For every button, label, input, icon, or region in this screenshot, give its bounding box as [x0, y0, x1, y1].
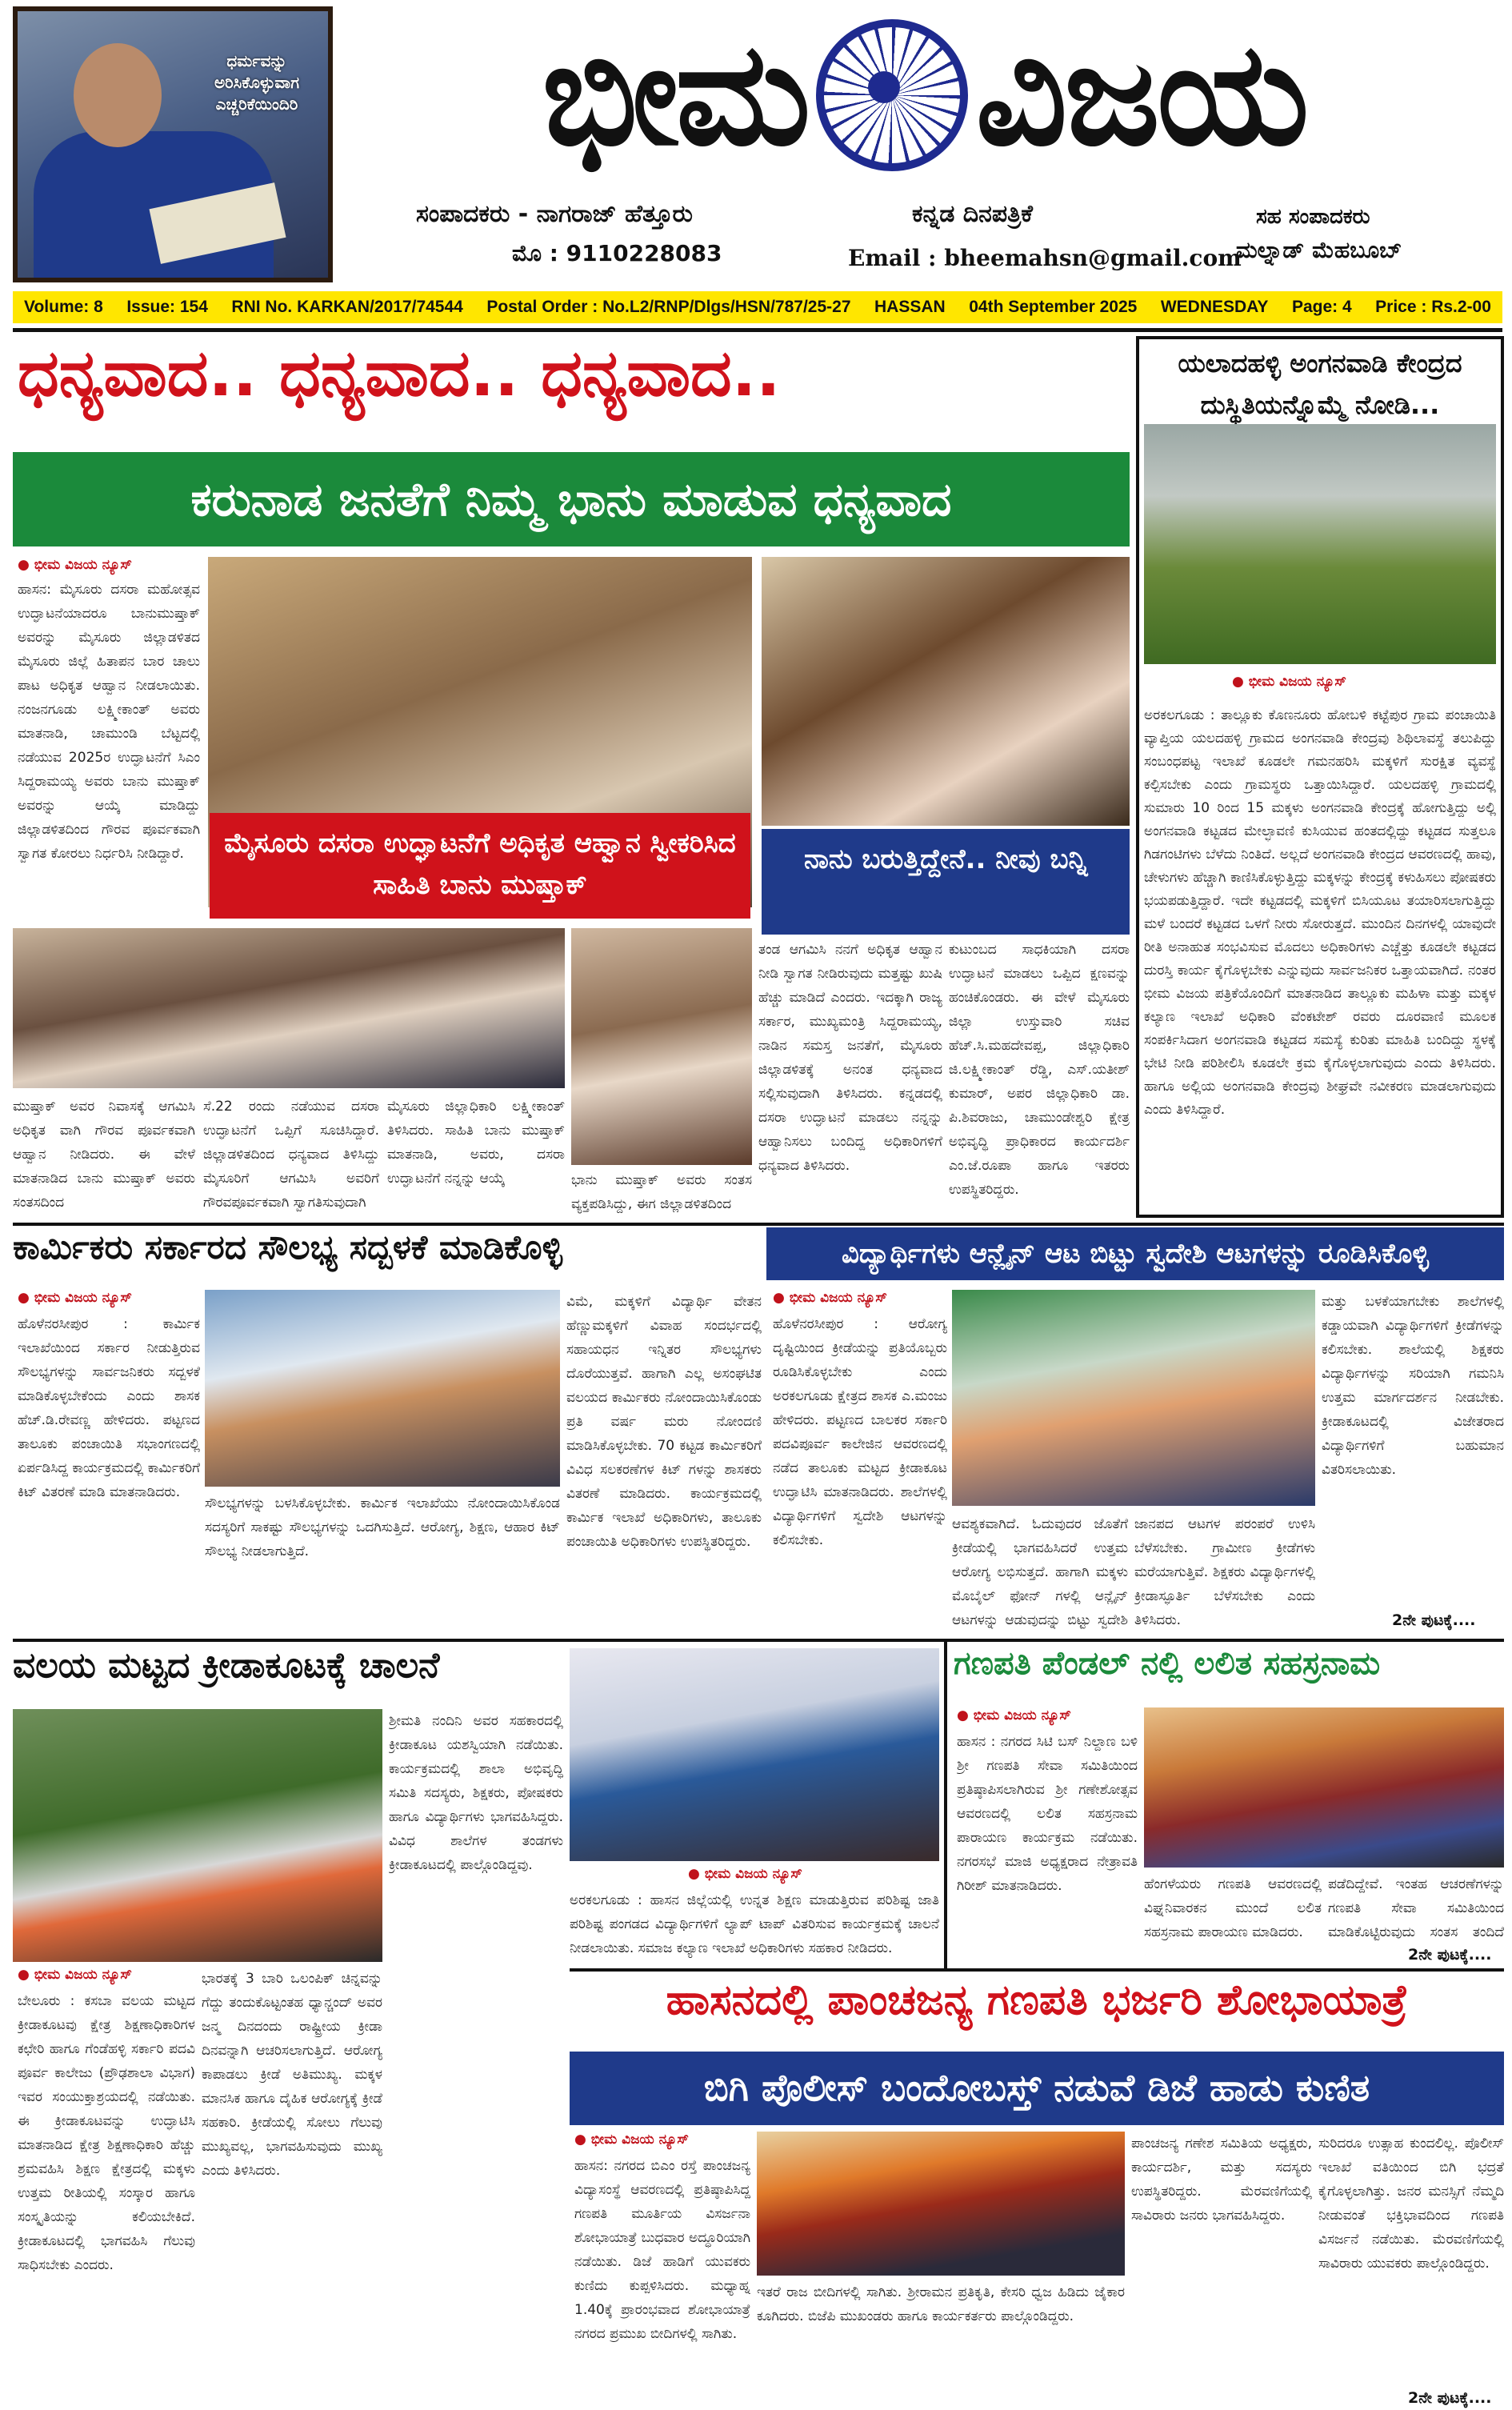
story1-byline: ● ಭೀಮ ವಿಜಯ ನ್ಯೂಸ್ [18, 557, 132, 573]
weekday: WEDNESDAY [1160, 298, 1269, 316]
anganwadi-body: ಅರಕಲಗೂಡು : ತಾಲ್ಲೂಕು ಕೊಣನೂರು ಹೋಬಳಿ ಕಟ್ಟೆಪುರ ಗ್ರಾಮ ಪಂಚಾಯಿತಿ ವ್ಯಾಪ್ತಿಯ ಯಲದಹಳ್ಳಿ ಗ್ರಾಮದ ಅಂಗನವಾಡಿ ಕೇಂದ್ರವು ಶಿಥಿಲಾವಸ್ಥೆ ತಲುಪಿದ್ದು ಸಂಬಂಧಪಟ್ಟ ಇಲಾಖೆ ಕೂಡಲೇ ಗಮನಹರಿಸಿ ಮಕ್ಕಳಿಗೆ ಸುರಕ್ಷಿತ ವ್ಯವಸ್ಥೆ ಕಲ್ಪಿಸಬೇಕು ಎಂದು ಗ್ರಾಮಸ್ಥರು ಒತ್ತಾಯಿಸಿದ್ದಾರೆ. ಯಲದಹಳ್ಳಿ ಗ್ರಾಮದಲ್ಲಿ ಸುಮಾರು 10 ರಿಂದ 15 ಮಕ್ಕಳು ಅಂಗನವಾಡಿ ಕೇಂದ್ರಕ್ಕೆ ಹೋಗುತ್ತಿದ್ದು ಅಲ್ಲಿ ಅಂಗನವಾಡಿ ಕಟ್ಟಡದ ಮೇಲ್ಛಾವಣಿ ಕುಸಿಯುವ ಹಂತದಲ್ಲಿದ್ದು ಕಟ್ಟಡದ ಸುತ್ತಲೂ ಗಿಡಗಂಟಿಗಳು ಬೆಳೆದು ನಿಂತಿದೆ. ಅಲ್ಲದೆ ಅಂಗನವಾಡಿ ಕೇಂದ್ರದ ಆವರಣದಲ್ಲಿ ಹಾವು, ಚೇಳುಗಳು ಹೆಚ್ಚಾಗಿ ಕಾಣಿಸಿಕೊಳ್ಳುತ್ತಿದ್ದು ಮಕ್ಕಳನ್ನು ಕೇಂದ್ರಕ್ಕೆ ಕಳುಹಿಸಲು ಪೋಷಕರು ಭಯಪಡುತ್ತಿದ್ದಾರೆ. ಇದೇ ಕಟ್ಟಡದಲ್ಲಿ ಮಕ್ಕಳಿಗೆ ಬಿಸಿಯೂಟ ತಯಾರಿಸಲಾಗುತ್ತಿದ್ದು ಮಳೆ ಬಂದರೆ ಕಟ್ಟಡದ ಒಳಗೆ ನೀರು ಸೋರುತ್ತದೆ. ಮುಂದಿನ ದಿನಗಳಲ್ಲಿ ಯಾವುದೇ ರೀತಿ ಅನಾಹುತ ಸಂಭವಿಸುವ ಮೊದಲು ಅಧಿಕಾರಿಗಳು ಎಚ್ಚೆತ್ತು ಕೂಡಲೇ ಕಟ್ಟಡದ ದುರಸ್ತಿ ಕಾರ್ಯ ಕೈಗೊಳ್ಳಬೇಕು ಎನ್ನುವುದು ಸಾರ್ವಜನಿಕರ ಒತ್ತಾಯವಾಗಿದೆ. ನಂತರ ಭೀಮ ವಿಜಯ ಪತ್ರಿಕೆಯೊಂದಿಗೆ ಮಾತನಾಡಿದ ತಾಲ್ಲೂಕು ಮಹಿಳಾ ಮತ್ತು ಮಕ್ಕಳ ಕಲ್ಯಾಣ ಇಲಾಖೆ ಅಧಿಕಾರಿ ವೆಂಕಟೇಶ್ ರವರು ದೂರವಾಣಿ ಮೂಲಕ ಸಂಪರ್ಕಿಸಿದಾಗ ಅಂಗನವಾಡಿ ಕಟ್ಟಡದ ಸಮಸ್ಯೆ ಕುರಿತು ಮಾಹಿತಿ ಬಂದಿದ್ದು ಸ್ಥಳಕ್ಕೆ ಭೇಟಿ ನೀಡಿ ಪರಿಶೀಲಿಸಿ ಕೂಡಲೇ ಕ್ರಮ ಕೈಗೊಳ್ಳಲಾಗುವುದು ಎಂದು ತಿಳಿಸಿದರು. ಹಾಗೂ ಅಲ್ಲಿಯ ಅಂಗನವಾಡಿ ಕೇಂದ್ರವು ಶೀಘ್ರವೇ ನವೀಕರಣ ಮಾಡಲಾಗುವುದು ಎಂದು ತಿಳಿಸಿದ್ದಾರೆ. [1144, 707, 1496, 1118]
ganapati-column-2: ಹೆಂಗಳೆಯರು ಗಣಪತಿ ಆವರಣದಲ್ಲಿ ವಿಘ್ನನಿವಾರಕನ ಮುಂದೆ ಲಲಿತ ಸಹಸ್ರನಾಮ ಪಾರಾಯಣ ಮಾಡಿದರು. [1144, 1876, 1322, 1940]
procession-column-2: ಇತರೆ ರಾಜ ಬೀದಿಗಳಲ್ಲಿ ಸಾಗಿತು. ಶ್ರೀರಾಮನ ಪ್ರತಿಕೃತಿ, ಕೇಸರಿ ಧ್ವಜ ಹಿಡಿದು ಜೈಕಾರ ಕೂಗಿದರು. ಬಿಜೆಪಿ ಮುಖಂಡರು ಹಾಗೂ ಕಾರ್ಯಕರ್ತರು ಪಾಲ್ಗೊಂಡಿದ್ದರು. [757, 2284, 1125, 2324]
title-left: ಭೀಮ [542, 11, 808, 177]
ganapati-column-1: ಹಾಸನ : ನಗರದ ಸಿಟಿ ಬಸ್ ನಿಲ್ದಾಣ ಬಳಿ ಶ್ರೀ ಗಣಪತಿ ಸೇವಾ ಸಮಿತಿಯಿಂದ ಪ್ರತಿಷ್ಠಾಪಿಸಲಾಗಿರುವ ಶ್ರೀ ಗಣೇಶೋತ್ಸವ ಆವರಣದಲ್ಲಿ ಲಲಿತ ಸಹಸ್ರನಾಮ ಪಾರಾಯಣ ಕಾರ್ಯಕ್ರಮ ನಡೆಯಿತು. ನಗರಸಭೆ ಮಾಜಿ ಅಧ್ಯಕ್ಷರಾದ ನೇತ್ರಾವತಿ ಗಿರೀಶ್ ಮಾತನಾಡಿದರು. [957, 1734, 1138, 1894]
workers-byline: ● ಭೀಮ ವಿಜಯ ನ್ಯೂಸ್ [18, 1290, 132, 1306]
procession-headline: ಹಾಸನದಲ್ಲಿ ಪಾಂಚಜನ್ಯ ಗಣಪತಿ ಭರ್ಜರಿ ಶೋಭಾಯಾತ್ರೆ [666, 1976, 1408, 2024]
procession-column-1: ಹಾಸನ: ನಗರದ ಬಿಎಂ ರಸ್ತೆ ಪಾಂಚಜನ್ಯ ವಿದ್ಯಾಸಂಸ್ಥೆ ಆವರಣದಲ್ಲಿ ಪ್ರತಿಷ್ಠಾಪಿಸಿದ್ದ ಗಣಪತಿ ಮೂರ್ತಿಯ ವಿಸರ್ಜನಾ ಶೋಭಾಯಾತ್ರೆ ಬುಧವಾರ ಅದ್ಧೂರಿಯಾಗಿ ನಡೆಯಿತು. ಡಿಜೆ ಹಾಡಿಗೆ ಯುವಕರು ಕುಣಿದು ಕುಪ್ಪಳಿಸಿದರು. ಮಧ್ಯಾಹ್ನ 1.40ಕ್ಕೆ ಪ್ರಾರಂಭವಾದ ಶೋಭಾಯಾತ್ರೆ ನಗರದ ಪ್ರಮುಖ ಬೀದಿಗಳಲ್ಲಿ ಸಾಗಿತು. [574, 2158, 750, 2342]
newspaper-title [344, 3, 1504, 187]
ganapati-headline: ಗಣಪತಿ ಪೆಂಡಲ್ ನಲ್ಲಿ ಲಲಿತ ಸಹಸ್ರನಾಮ [954, 1645, 1381, 1682]
zonal-headline: ವಲಯ ಮಟ್ಟದ ಕ್ರೀಡಾಕೂಟಕ್ಕೆ ಚಾಲನೆ [13, 1645, 440, 1686]
story1-headline: ಧನ್ಯವಾದ.. ಧನ್ಯವಾದ.. ಧನ್ಯವಾದ.. [18, 336, 781, 410]
students-continued: 2ನೇ ಪುಟಕ್ಕೆ.... [1392, 1611, 1476, 1629]
story1-column-5: ಭಾನು ಮುಷ್ತಾಕ್ ಅವರು ಸಂತಸ ವ್ಯಕ್ತಪಡಿಸಿದ್ದು, ಈಗ ಜಿಲ್ಲಾಡಳಿತದಿಂದ [571, 1172, 752, 1212]
story1-photo-seated [571, 928, 752, 1165]
anganwadi-headline-1: ಯಲಾದಹಳ್ಳಿ ಅಂಗನವಾಡಿ ಕೇಂದ್ರದ [1178, 348, 1462, 378]
story1-column-7: ಕುಟುಂಬದ ಸಾಧಕಿಯಾಗಿ ದಸರಾ ಉದ್ಘಾಟನೆ ಮಾಡಲು ಒಪ್ಪಿದ ಕ್ಷಣವನ್ನು ಹಂಚಿಕೊಂಡರು. ಈ ವೇಳೆ ಮೈಸೂರು ಜಿಲ್ಲಾ ಉಸ್ತುವಾರಿ ಸಚಿವ ಹೆಚ್.ಸಿ.ಮಹದೇವಪ್ಪ, ಜಿಲ್ಲಾಧಿಕಾರಿ ಜಿ.ಲಕ್ಷ್ಮೀಕಾಂತ್ ರೆಡ್ಡಿ, ಎಸ್.ಯತೀಶ್ ಕುಮಾರ್, ಅಪರ ಜಿಲ್ಲಾಧಿಕಾರಿ ಡಾ. ಪಿ.ಶಿವರಾಜು, ಚಾಮುಂಡೇಶ್ವರಿ ಕ್ಷೇತ್ರ ಅಭಿವೃದ್ಧಿ ಪ್ರಾಧಿಕಾರದ ಕಾರ್ಯದರ್ಶಿ ಎಂ.ಜೆ.ರೂಪಾ ಹಾಗೂ ಇತರರು ಉಪಸ್ಥಿತರಿದ್ದರು. [949, 942, 1130, 1198]
ashoka-chakra-icon [816, 19, 968, 171]
anganwadi-byline: ● ಭೀಮ ವಿಜಯ ನ್ಯೂಸ್ [1232, 674, 1346, 690]
story1-caption-right: ನಾನು ಬರುತ್ತಿದ್ದೇನೆ.. ನೀವು ಬನ್ನಿ [762, 829, 1130, 935]
quote-line-2: ಅರಿಸಿಕೊಳ್ಳುವಾಗ [214, 74, 300, 92]
anganwadi-photo [1144, 424, 1496, 664]
center-byline: ● ಭೀಮ ವಿಜಯ ನ್ಯೂಸ್ [688, 1866, 802, 1882]
students-byline: ● ಭೀಮ ವಿಜಯ ನ್ಯೂಸ್ [773, 1290, 887, 1306]
procession-continued: 2ನೇ ಪುಟಕ್ಕೆ.... [1408, 2389, 1492, 2407]
paper-type: ಕನ್ನಡ ದಿನಪತ್ರಿಕೆ [912, 200, 1033, 228]
column-rule [944, 1642, 947, 1970]
procession-byline: ● ಭೀಮ ವಿಜಯ ನ್ಯೂಸ್ [574, 2132, 689, 2148]
workers-column-3: ವಿಮೆ, ಮಕ್ಕಳಿಗೆ ವಿದ್ಯಾರ್ಥಿ ವೇತನ ಹೆಣ್ಣುಮಕ್ಕಳಿಗೆ ವಿವಾಹ ಸಂದರ್ಭದಲ್ಲಿ ಸಹಾಯಧನ ಇನ್ನಿತರ ಸೌಲಭ್ಯಗಳು ದೊರೆಯುತ್ತವೆ. ಹಾಗಾಗಿ ಎಲ್ಲ ಅಸಂಘಟಿತ ವಲಯದ ಕಾರ್ಮಿಕರು ನೋಂದಾಯಿಸಿಕೊಂಡು ಪ್ರತಿ ವರ್ಷ ಮರು ನೋಂದಣಿ ಮಾಡಿಸಿಕೊಳ್ಳಬೇಕು. 70 ಕಟ್ಟಡ ಕಾರ್ಮಿಕರಿಗೆ ವಿವಿಧ ಸಲಕರಣೆಗಳ ಕಿಟ್ ಗಳನ್ನು ಶಾಸಕರು ವಿತರಣೆ ಮಾಡಿದರು. ಕಾರ್ಯಕ್ರಮದಲ್ಲಿ ಕಾರ್ಮಿಕ ಇಲಾಖೆ ಅಧಿಕಾರಿಗಳು, ತಾಲೂಕು ಪಂಚಾಯಿತಿ ಅಧಿಕಾರಿಗಳು ಉಪಸ್ಥಿತರಿದ್ದರು. [566, 1294, 762, 1550]
procession-column-3: ಪಾಂಚಜನ್ಯ ಗಣೇಶ ಸಮಿತಿಯ ಅಧ್ಯಕ್ಷರು, ಕಾರ್ಯದರ್ಶಿ, ಮತ್ತು ಸದಸ್ಯರು ಉಪಸ್ಥಿತರಿದ್ದರು. ಮೆರವಣಿಗೆಯಲ್ಲಿ ಸಾವಿರಾರು ಜನರು ಭಾಗವಹಿಸಿದ್ದರು. [1131, 2136, 1312, 2224]
editor-line: ಸಂಪಾದಕರು - ನಾಗರಾಜ್ ಹೆತ್ತೂರು [416, 200, 693, 228]
postal-order: Postal Order : No.L2/RNP/Dlgs/HSN/787/25-27 [486, 298, 851, 316]
issue-date: 04th September 2025 [969, 298, 1138, 316]
place: HASSAN [874, 298, 946, 316]
volume: Volume: 8 [24, 298, 103, 316]
procession-banner: ಬಿಗಿ ಪೊಲೀಸ್ ಬಂದೋಬಸ್ತ್ ನಡುವೆ ಡಿಜೆ ಹಾಡು ಕುಣಿತ [570, 2052, 1504, 2125]
center-body: ಅರಕಲಗೂಡು : ಹಾಸನ ಜಿಲ್ಲೆಯಲ್ಲಿ ಉನ್ನತ ಶಿಕ್ಷಣ ಮಾಡುತ್ತಿರುವ ಪರಿಶಿಷ್ಟ ಜಾತಿ ಪರಿಶಿಷ್ಟ ಪಂಗಡದ ವಿದ್ಯಾರ್ಥಿಗಳಿಗೆ ಲ್ಯಾಪ್ ಟಾಪ್ ವಿತರಿಸುವ ಕಾರ್ಯಕ್ರಮಕ್ಕೆ ಚಾಲನೆ ನೀಡಲಾಯಿತು. ಸಮಾಜ ಕಲ್ಯಾಣ ಇಲಾಖೆ ಅಧಿಕಾರಿಗಳು ಸಹಕಾರ ನೀಡಿದರು. [570, 1892, 939, 1956]
section-rule-2 [13, 1639, 1504, 1642]
issue-info-bar [13, 291, 1502, 323]
workers-headline: ಕಾರ್ಮಿಕರು ಸರ್ಕಾರದ ಸೌಲಭ್ಯ ಸದ್ಬಳಕೆ ಮಾಡಿಕೊಳ್ಳಿ [13, 1227, 563, 1267]
workers-column-1: ಹೊಳೆನರಸೀಪುರ : ಕಾರ್ಮಿಕ ಇಲಾಖೆಯಿಂದ ಸರ್ಕಾರ ನೀಡುತ್ತಿರುವ ಸೌಲಭ್ಯಗಳನ್ನು ಸಾರ್ವಜನಿಕರು ಸದ್ಬಳಕೆ ಮಾಡಿಕೊಳ್ಳಬೇಕೆಂದು ಎಂದು ಶಾಸಕ ಹೆಚ್.ಡಿ.ರೇವಣ್ಣ ಹೇಳಿದರು. ಪಟ್ಟಣದ ತಾಲೂಕು ಪಂಚಾಯಿತಿ ಸಭಾಂಗಣದಲ್ಲಿ ಏರ್ಪಡಿಸಿದ್ದ ಕಾರ್ಯಕ್ರಮದಲ್ಲಿ ಕಾರ್ಮಿಕರಿಗೆ ಕಿಟ್ ವಿತರಣೆ ಮಾಡಿ ಮಾತನಾಡಿದರು. [18, 1316, 200, 1500]
story1-photo-right [762, 557, 1130, 826]
students-column-1: ಹೊಳೆನರಸೀಪುರ : ಆರೋಗ್ಯ ದೃಷ್ಟಿಯಿಂದ ಕ್ರೀಡೆಯನ್ನು ಪ್ರತಿಯೊಬ್ಬರು ರೂಡಿಸಿಕೊಳ್ಳಬೇಕು ಎಂದು ಅರಕಲಗೂಡು ಕ್ಷೇತ್ರದ ಶಾಸಕ ಎ.ಮಂಜು ಹೇಳಿದರು. ಪಟ್ಟಣದ ಬಾಲಕರ ಸರ್ಕಾರಿ ಪದವಿಪೂರ್ವ ಕಾಲೇಜಿನ ಆವರಣದಲ್ಲಿ ನಡೆದ ತಾಲೂಕು ಮಟ್ಟದ ಕ್ರೀಡಾಕೂಟ ಉದ್ಘಾಟಿಸಿ ಮಾತನಾಡಿದರು. ಶಾಲೆಗಳಲ್ಲಿ ವಿದ್ಯಾರ್ಥಿಗಳಿಗೆ ಸ್ವದೇಶಿ ಆಟಗಳನ್ನು ಕಲಿಸಬೇಕು. [773, 1316, 947, 1548]
students-photo [952, 1290, 1315, 1506]
quote-line-1: ಧರ್ಮವನ್ನು [226, 53, 287, 70]
workers-column-2: ಸೌಲಭ್ಯಗಳನ್ನು ಬಳಸಿಕೊಳ್ಳಬೇಕು. ಕಾರ್ಮಿಕ ಇಲಾಖೆಯು ನೋಂದಾಯಿಸಿಕೊಂಡ ಸದಸ್ಯರಿಗೆ ಸಾಕಷ್ಟು ಸೌಲಭ್ಯಗಳನ್ನು ಒದಗಿಸುತ್ತಿದೆ. ಆರೋಗ್ಯ, ಶಿಕ್ಷಣ, ಆಹಾರ ಕಿಟ್ ಸೌಲಭ್ಯ ನೀಡಲಾಗುತ್ತಿದೆ. [205, 1495, 560, 1559]
page-number: Page: 4 [1291, 298, 1352, 316]
story1-column-2: ಮುಷ್ತಾಕ್ ಅವರ ನಿವಾಸಕ್ಕೆ ಆಗಮಿಸಿ ಅಧಿಕೃತ ವಾಗಿ ಗೌರವ ಪೂರ್ವಕವಾಗಿ ಆಹ್ವಾನ ನೀಡಿದರು. ಈ ವೇಳೆ ಮಾತನಾಡಿದ ಬಾನು ಮುಷ್ತಾಕ್ ಅವರು ಸಂತಸದಿಂದ [13, 1099, 195, 1211]
workers-photo [205, 1290, 560, 1487]
rni-number: RNI No. KARKAN/2017/74544 [231, 298, 463, 316]
students-column-2: ಆವಶ್ಯಕವಾಗಿದೆ. ಓದುವುದರ ಜೊತೆಗೆ ಕ್ರೀಡೆಯಲ್ಲಿ ಭಾಗವಹಿಸಿದರೆ ಉತ್ತಮ ಆರೋಗ್ಯ ಲಭಿಸುತ್ತದೆ. ಹಾಗಾಗಿ ಮಕ್ಕಳು ಮೊಬೈಲ್ ಫೋನ್ ಗಳಲ್ಲಿ ಆನ್ಲೈನ್ ಆಟಗಳನ್ನು ಆಡುವುದನ್ನು ಬಿಟ್ಟು ಸ್ವದೇಶಿ [952, 1516, 1128, 1628]
story1-photo-group [13, 928, 565, 1088]
center-photo [570, 1648, 939, 1861]
procession-column-4: ಸುರಿದರೂ ಉತ್ಸಾಹ ಕುಂದಲಿಲ್ಲ. ಪೊಲೀಸ್ ಇಲಾಖೆ ವತಿಯಿಂದ ಬಿಗಿ ಭದ್ರತೆ ಕೈಗೊಳ್ಳಲಾಗಿತ್ತು. ಜನರ ಮನಸ್ಸಿಗೆ ನೆಮ್ಮದಿ ನೀಡುವಂತೆ ಭಕ್ತಿಭಾವದಿಂದ ಗಣಪತಿ ವಿಸರ್ಜನೆ ನಡೆಯಿತು. ಮೆರವಣಿಗೆಯಲ್ಲಿ ಸಾವಿರಾರು ಯುವಕರು ಪಾಲ್ಗೊಂಡಿದ್ದರು. [1318, 2136, 1504, 2272]
email-line: Email : bheemahsn@gmail.com [848, 245, 1242, 271]
story1-column-6: ತಂಡ ಆಗಮಿಸಿ ನನಗೆ ಅಧಿಕೃತ ಆಹ್ವಾನ ನೀಡಿ ಸ್ವಾಗತ ನೀಡಿರುವುದು ಮತ್ತಷ್ಟು ಖುಷಿ ಹೆಚ್ಚು ಮಾಡಿದೆ ಎಂದರು. ಇದಕ್ಕಾಗಿ ರಾಜ್ಯ ಸರ್ಕಾರ, ಮುಖ್ಯಮಂತ್ರಿ ಸಿದ್ದರಾಮಯ್ಯ, ನಾಡಿನ ಸಮಸ್ತ ಜನತೆಗೆ, ಮೈಸೂರು ಜಿಲ್ಲಾಡಳಿತಕ್ಕೆ ಅನಂತ ಧನ್ಯವಾದ ಸಲ್ಲಿಸುವುದಾಗಿ ತಿಳಿಸಿದರು. ಕನ್ನಡದಲ್ಲಿ ದಸರಾ ಉದ್ಘಾಟನೆ ಮಾಡಲು ನನ್ನನ್ನು ಆಹ್ವಾನಿಸಲು ಬಂದಿದ್ದ ಅಧಿಕಾರಿಗಳಿಗೆ ಧನ್ಯವಾದ ತಿಳಿಸಿದರು. [758, 942, 942, 1174]
procession-photo [757, 2132, 1125, 2276]
zonal-column-1: ಬೇಲೂರು : ಕಸಬಾ ವಲಯ ಮಟ್ಟದ ಕ್ರೀಡಾಕೂಟವು ಕ್ಷೇತ್ರ ಶಿಕ್ಷಣಾಧಿಕಾರಿಗಳ ಕಛೇರಿ ಹಾಗೂ ಗೆಂಡೆಹಳ್ಳಿ ಸರ್ಕಾರಿ ಪದವಿ ಪೂರ್ವ ಕಾಲೇಜು (ಪ್ರೌಢಶಾಲಾ ವಿಭಾಗ) ಇವರ ಸಂಯುಕ್ತಾಶ್ರಯದಲ್ಲಿ ನಡೆಯಿತು. ಈ ಕ್ರೀಡಾಕೂಟವನ್ನು ಉದ್ಘಾಟಿಸಿ ಮಾತನಾಡಿದ ಕ್ಷೇತ್ರ ಶಿಕ್ಷಣಾಧಿಕಾರಿ ಹೆಚ್ಚು ಶ್ರಮವಹಿಸಿ ಶಿಕ್ಷಣ ಕ್ಷೇತ್ರದಲ್ಲಿ ಮಕ್ಕಳು ಉತ್ತಮ ರೀತಿಯಲ್ಲಿ ಸಂಸ್ಕಾರ ಹಾಗೂ ಸಂಸ್ಕೃತಿಯನ್ನು ಕಲಿಯಬೇಕಿದೆ. ಕ್ರೀಡಾಕೂಟದಲ್ಲಿ ಭಾಗವಹಿಸಿ ಗೆಲುವು ಸಾಧಿಸಬೇಕು ಎಂದರು. [18, 1993, 195, 2273]
portrait-quote [197, 51, 317, 116]
story1-column-3: ಸೆ.22 ರಂದು ನಡೆಯುವ ದಸರಾ ಉದ್ಘಾಟನೆಗೆ ಒಪ್ಪಿಗೆ ಸೂಚಿಸಿದ್ದಾರೆ. ಜಿಲ್ಲಾಡಳಿತದಿಂದ ಧನ್ಯವಾದ ತಿಳಿಸಿದ್ದು ಮೈಸೂರಿಗೆ ಆಗಮಿಸಿ ಅವರಿಗೆ ಗೌರವಪೂರ್ವಕವಾಗಿ ಸ್ವಾಗತಿಸುವುದಾಗಿ [203, 1099, 379, 1211]
section-rule-3 [570, 1968, 1504, 1972]
anganwadi-headline-2: ದುಸ್ಥಿತಿಯನ್ನೊಮ್ಮೆ ನೋಡಿ... [1200, 390, 1440, 420]
co-editor-name: ಮಲ್ನಾಡ್ ಮೆಹಬೂಬ್ [1236, 237, 1402, 263]
price: Price : Rs.2-00 [1375, 298, 1491, 316]
story1-column-1: ಹಾಸನ: ಮೈಸೂರು ದಸರಾ ಮಹೋತ್ಸವ ಉದ್ಘಾಟನೆಯಾದರೂ ಬಾನುಮುಷ್ತಾಕ್ ಅವರನ್ನು ಮೈಸೂರು ಜಿಲ್ಲಾಡಳಿತದ ಮೈಸೂರು ಜಿಲ್ಲೆ ಹಿತಾಪನ ಬಾರ ಚಾಲು ಪಾಟ ಅಧಿಕೃತ ಆಹ್ವಾನ ನೀಡಲಾಯಿತು. ನಂಜನಗೂಡು ಲಕ್ಷ್ಮೀಕಾಂತ್ ಅವರು ಮಾತನಾಡಿ, ಚಾಮುಂಡಿ ಬೆಟ್ಟದಲ್ಲಿ ನಡೆಯುವ 2025ರ ಉದ್ಘಾಟನೆಗೆ ಸಿಎಂ ಸಿದ್ದರಾಮಯ್ಯ ಅವರು ಬಾನು ಮುಷ್ತಾಕ್ ಅವರನ್ನು ಆಯ್ಕೆ ಮಾಡಿದ್ದು ಜಿಲ್ಲಾಡಳಿತದಿಂದ ಗೌರವ ಪೂರ್ವಕವಾಗಿ ಸ್ವಾಗತ ಕೋರಲು ನಿರ್ಧರಿಸಿ ನೀಡಿದ್ದಾರೆ. [18, 582, 200, 862]
zonal-byline: ● ಭೀಮ ವಿಜಯ ನ್ಯೂಸ್ [18, 1967, 132, 1983]
zonal-column-3: ಶ್ರೀಮತಿ ನಂದಿನಿ ಅವರ ಸಹಕಾರದಲ್ಲಿ ಕ್ರೀಡಾಕೂಟ ಯಶಸ್ವಿಯಾಗಿ ನಡೆಯಿತು. ಕಾರ್ಯಕ್ರಮದಲ್ಲಿ ಶಾಲಾ ಅಭಿವೃದ್ಧಿ ಸಮಿತಿ ಸದಸ್ಯರು, ಶಿಕ್ಷಕರು, ಪೋಷಕರು ಹಾಗೂ ವಿದ್ಯಾರ್ಥಿಗಳು ಭಾಗವಹಿಸಿದ್ದರು. ವಿವಿಧ ಶಾಲೆಗಳ ತಂಡಗಳು ಕ್ರೀಡಾಕೂಟದಲ್ಲಿ ಪಾಲ್ಗೊಂಡಿದ್ದವು. [389, 1713, 563, 1873]
portrait-face [74, 43, 162, 147]
zonal-column-2: ಭಾರತಕ್ಕೆ 3 ಬಾರಿ ಒಲಂಪಿಕ್ ಚಿನ್ನವನ್ನು ಗೆದ್ದು ತಂದುಕೊಟ್ಟಂತಹ ಧ್ಯಾನ್ಚಂದ್ ಅವರ ಜನ್ಮ ದಿನದಂದು ರಾಷ್ಟ್ರೀಯ ಕ್ರೀಡಾ ದಿನವನ್ನಾಗಿ ಆಚರಿಸಲಾಗುತ್ತಿದೆ. ಆರೋಗ್ಯ ಕಾಪಾಡಲು ಕ್ರೀಡೆ ಅತಿಮುಖ್ಯ. ಮಕ್ಕಳ ಮಾನಸಿಕ ಹಾಗೂ ದೈಹಿಕ ಆರೋಗ್ಯಕ್ಕೆ ಕ್ರೀಡೆ ಸಹಕಾರಿ. ಕ್ರೀಡೆಯಲ್ಲಿ ಸೋಲು ಗೆಲುವು ಮುಖ್ಯವಲ್ಲ, ಭಾಗವಹಿಸುವುದು ಮುಖ್ಯ ಎಂದು ತಿಳಿಸಿದರು. [202, 1971, 382, 2179]
students-headline: ವಿದ್ಯಾರ್ಥಿಗಳು ಆನ್ಲೈನ್ ಆಟ ಬಿಟ್ಟು ಸ್ವದೇಶಿ ಆಟಗಳನ್ನು ರೂಡಿಸಿಕೊಳ್ಳಿ [766, 1227, 1504, 1280]
issue: Issue: 154 [126, 298, 208, 316]
anganwadi-headline [1144, 342, 1496, 426]
zonal-photo [13, 1709, 382, 1962]
masthead-rule [13, 328, 1502, 332]
students-column-3: ಜಾನಪದ ಆಟಗಳ ಪರಂಪರೆ ಉಳಿಸಿ ಬೆಳೆಸಬೇಕು. ಗ್ರಾಮೀಣ ಕ್ರೀಡೆಗಳು ಮರೆಯಾಗುತ್ತಿವೆ. ಶಿಕ್ಷಕರು ವಿದ್ಯಾರ್ಥಿಗಳಲ್ಲಿ ಕ್ರೀಡಾಸ್ಫೂರ್ತಿ ಬೆಳೆಸಬೇಕು ಎಂದು ತಿಳಿಸಿದರು. [1134, 1516, 1315, 1628]
section-rule-1 [13, 1223, 1504, 1226]
masthead-portrait [13, 6, 333, 282]
story1-column-4: ಮೈಸೂರು ಜಿಲ್ಲಾಧಿಕಾರಿ ಲಕ್ಷ್ಮೀಕಾಂತ್ ತಿಳಿಸಿದರು. ಸಾಹಿತಿ ಬಾನು ಮುಷ್ತಾಕ್ ಮಾತನಾಡಿ, ಅವರು, ದಸರಾ ಉದ್ಘಾಟನೆಗೆ ನನ್ನನ್ನು ಆಯ್ಕೆ [387, 1099, 565, 1187]
ganapati-byline: ● ಭೀಮ ವಿಜಯ ನ್ಯೂಸ್ [957, 1707, 1071, 1723]
phone-line: ಮೊ : 9110228083 [512, 240, 722, 266]
ganapati-continued: 2ನೇ ಪುಟಕ್ಕೆ.... [1408, 1946, 1492, 1964]
students-column-4: ಮತ್ತು ಬಳಕೆಯಾಗಬೇಕು ಶಾಲೆಗಳಲ್ಲಿ ಕಡ್ಡಾಯವಾಗಿ ವಿದ್ಯಾರ್ಥಿಗಳಿಗೆ ಕ್ರೀಡೆಗಳನ್ನು ಕಲಿಸಬೇಕು. ಶಾಲೆಯಲ್ಲಿ ಶಿಕ್ಷಕರು ವಿದ್ಯಾರ್ಥಿಗಳನ್ನು ಸರಿಯಾಗಿ ಗಮನಿಸಿ ಉತ್ತಮ ಮಾರ್ಗದರ್ಶನ ನೀಡಬೇಕು. ಕ್ರೀಡಾಕೂಟದಲ್ಲಿ ವಿಜೇತರಾದ ವಿದ್ಯಾರ್ಥಿಗಳಿಗೆ ಬಹುಮಾನ ವಿತರಿಸಲಾಯಿತು. [1322, 1294, 1504, 1478]
title-right: ವಿಜಯ [975, 11, 1306, 177]
ganapati-photo [1144, 1707, 1504, 1868]
co-editor-label: ಸಹ ಸಂಪಾದಕರು [1256, 205, 1370, 229]
ganapati-column-3: ಪಡೆದಿದ್ದೇವೆ. ಇಂತಹ ಆಚರಣೆಗಳನ್ನು ಗಣಪತಿ ಸೇವಾ ಸಮಿತಿಯಿಂದ ಮಾಡಿಕೊಟ್ಟಿರುವುದು ಸಂತಸ ತಂದಿದೆ [1328, 1876, 1504, 1940]
story1-banner: ಕರುನಾಡ ಜನತೆಗೆ ನಿಮ್ಮ ಭಾನು ಮಾಡುವ ಧನ್ಯವಾದ [13, 452, 1130, 546]
story1-caption-left: ಮೈಸೂರು ದಸರಾ ಉದ್ಘಾಟನೆಗೆ ಅಧಿಕೃತ ಆಹ್ವಾನ ಸ್ವೀಕರಿಸಿದ ಸಾಹಿತಿ ಬಾನು ಮುಷ್ತಾಕ್ [210, 813, 750, 919]
quote-line-3: ಎಚ್ಚರಿಕೆಯಿಂದಿರಿ [215, 96, 298, 114]
